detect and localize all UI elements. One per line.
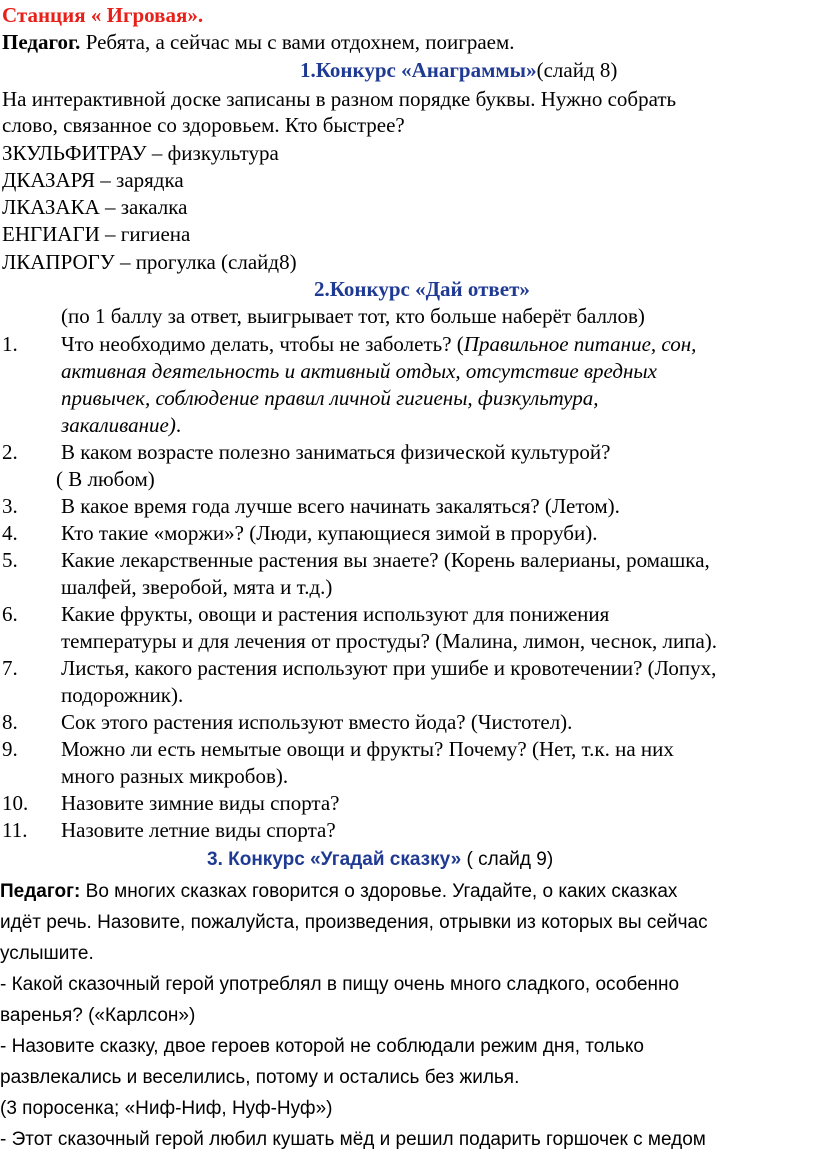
question-number: 2. <box>2 440 18 464</box>
contest1-title: 1.Конкурс «Анаграммы» <box>300 58 537 82</box>
contest3-title: 3. Конкурс «Угадай сказку» <box>207 849 462 870</box>
contest1-description-line-2: слово, связанное со здоровьем. Кто быстрее? <box>2 113 405 137</box>
contest3-text: Во многих сказках говорится о здоровье. Угадайте, о каких сказках <box>80 881 678 902</box>
contest3-line: - Назовите сказку, двое героев которой не соблюдали режим дня, только <box>0 1036 644 1057</box>
contest3-speaker: Педагог: <box>0 881 81 902</box>
question-answer: закаливание) <box>61 413 176 437</box>
intro-text: Ребята, а сейчас мы с вами отдохнем, поиграем. <box>80 30 515 54</box>
question-number: 6. <box>2 602 18 626</box>
contest3-slide: ( слайд 9) <box>461 849 554 870</box>
contest3-heading <box>207 845 553 876</box>
question-text: Кто такие «моржи»? (Люди, купающиеся зимой в проруби). <box>61 521 598 545</box>
contest1-slide: (слайд 8) <box>536 58 618 82</box>
question-text: Назовите летние виды спорта? <box>61 818 336 842</box>
contest3-line: варенья? («Карлсон») <box>0 1005 196 1026</box>
question-number: 7. <box>2 656 18 680</box>
contest3-line: идёт речь. Назовите, пожалуйста, произведения, отрывки из которых вы сейчас <box>0 912 708 933</box>
anagram-item: ДКАЗАРЯ – зарядка <box>2 168 184 192</box>
question-answer-period: . <box>175 413 182 437</box>
question-number: 3. <box>2 494 18 518</box>
question-text: шалфей, зверобой, мята и т.д.) <box>61 575 333 599</box>
question-text: В каком возрасте полезно заниматься физической культурой? <box>61 440 611 464</box>
contest3-line: услышите. <box>0 943 94 964</box>
question-answer: привычек, соблюдение правил личной гигиены, физкультура, <box>61 386 599 410</box>
question-text: В какое время года лучше всего начинать закаляться? (Летом). <box>61 494 620 518</box>
question-text: Что необходимо делать, чтобы не заболеть? ( <box>61 332 464 356</box>
contest1-description-line-1: На интерактивной доске записаны в разном порядке буквы. Нужно собрать <box>2 87 677 111</box>
question-text: температуры и для лечения от простуды? (Малина, лимон, чеснок, липа). <box>61 629 718 653</box>
question-answer: активная деятельность и активный отдых, отсутствие вредных <box>61 359 657 383</box>
anagram-item: ЗКУЛЬФИТРАУ – физкультура <box>2 141 279 165</box>
question-text: подорожник). <box>61 683 184 707</box>
contest1-heading <box>300 57 617 84</box>
contest3-line: (3 поросенка; «Ниф-Ниф, Нуф-Нуф») <box>0 1098 333 1119</box>
intro-paragraph <box>2 29 515 56</box>
contest2-title: 2.Конкурс «Дай ответ» <box>314 277 530 301</box>
question-text: много разных микробов). <box>61 764 289 788</box>
intro-speaker: Педагог. <box>2 30 81 54</box>
contest3-line: - Какой сказочный герой употреблял в пищу очень много сладкого, особенно <box>0 974 680 995</box>
question-1 <box>61 331 696 358</box>
contest3-line: - Этот сказочный герой любил кушать мёд и решил подарить горшочек с медом <box>0 1129 706 1150</box>
question-number: 5. <box>2 548 18 572</box>
question-number: 9. <box>2 737 18 761</box>
anagram-item: ЛКАПРОГУ – прогулка (слайд8) <box>2 250 297 274</box>
question-number: 4. <box>2 521 18 545</box>
question-text: Какие фрукты, овощи и растения используют для понижения <box>61 602 610 626</box>
contest2-rules: (по 1 баллу за ответ, выигрывает тот, кто больше наберёт баллов) <box>61 304 645 328</box>
contest3-line: развлекались и веселились, потому и остались без жилья. <box>0 1067 520 1088</box>
contest3-intro <box>0 877 677 908</box>
question-number: 11. <box>2 818 28 842</box>
question-text: Сок этого растения используют вместо йода? (Чистотел). <box>61 710 573 734</box>
question-answer: ( В любом) <box>56 467 155 491</box>
question-text: Можно ли есть немытые овощи и фрукты? Почему? (Нет, т.к. на них <box>61 737 674 761</box>
anagram-item: ЛКАЗАКА – закалка <box>2 195 188 219</box>
question-number: 1. <box>2 332 18 356</box>
question-number: 10. <box>2 791 29 815</box>
question-answer: Правильное питание, сон, <box>463 332 697 356</box>
anagram-item: ЕНГИАГИ – гигиена <box>2 222 191 246</box>
station-title: Станция « Игровая». <box>2 3 204 27</box>
question-number: 8. <box>2 710 18 734</box>
question-text: Назовите зимние виды спорта? <box>61 791 340 815</box>
question-answer-end <box>61 412 181 439</box>
question-text: Листья, какого растения используют при ушибе и кровотечении? (Лопух, <box>61 656 717 680</box>
question-text: Какие лекарственные растения вы знаете? (Корень валерианы, ромашка, <box>61 548 710 572</box>
